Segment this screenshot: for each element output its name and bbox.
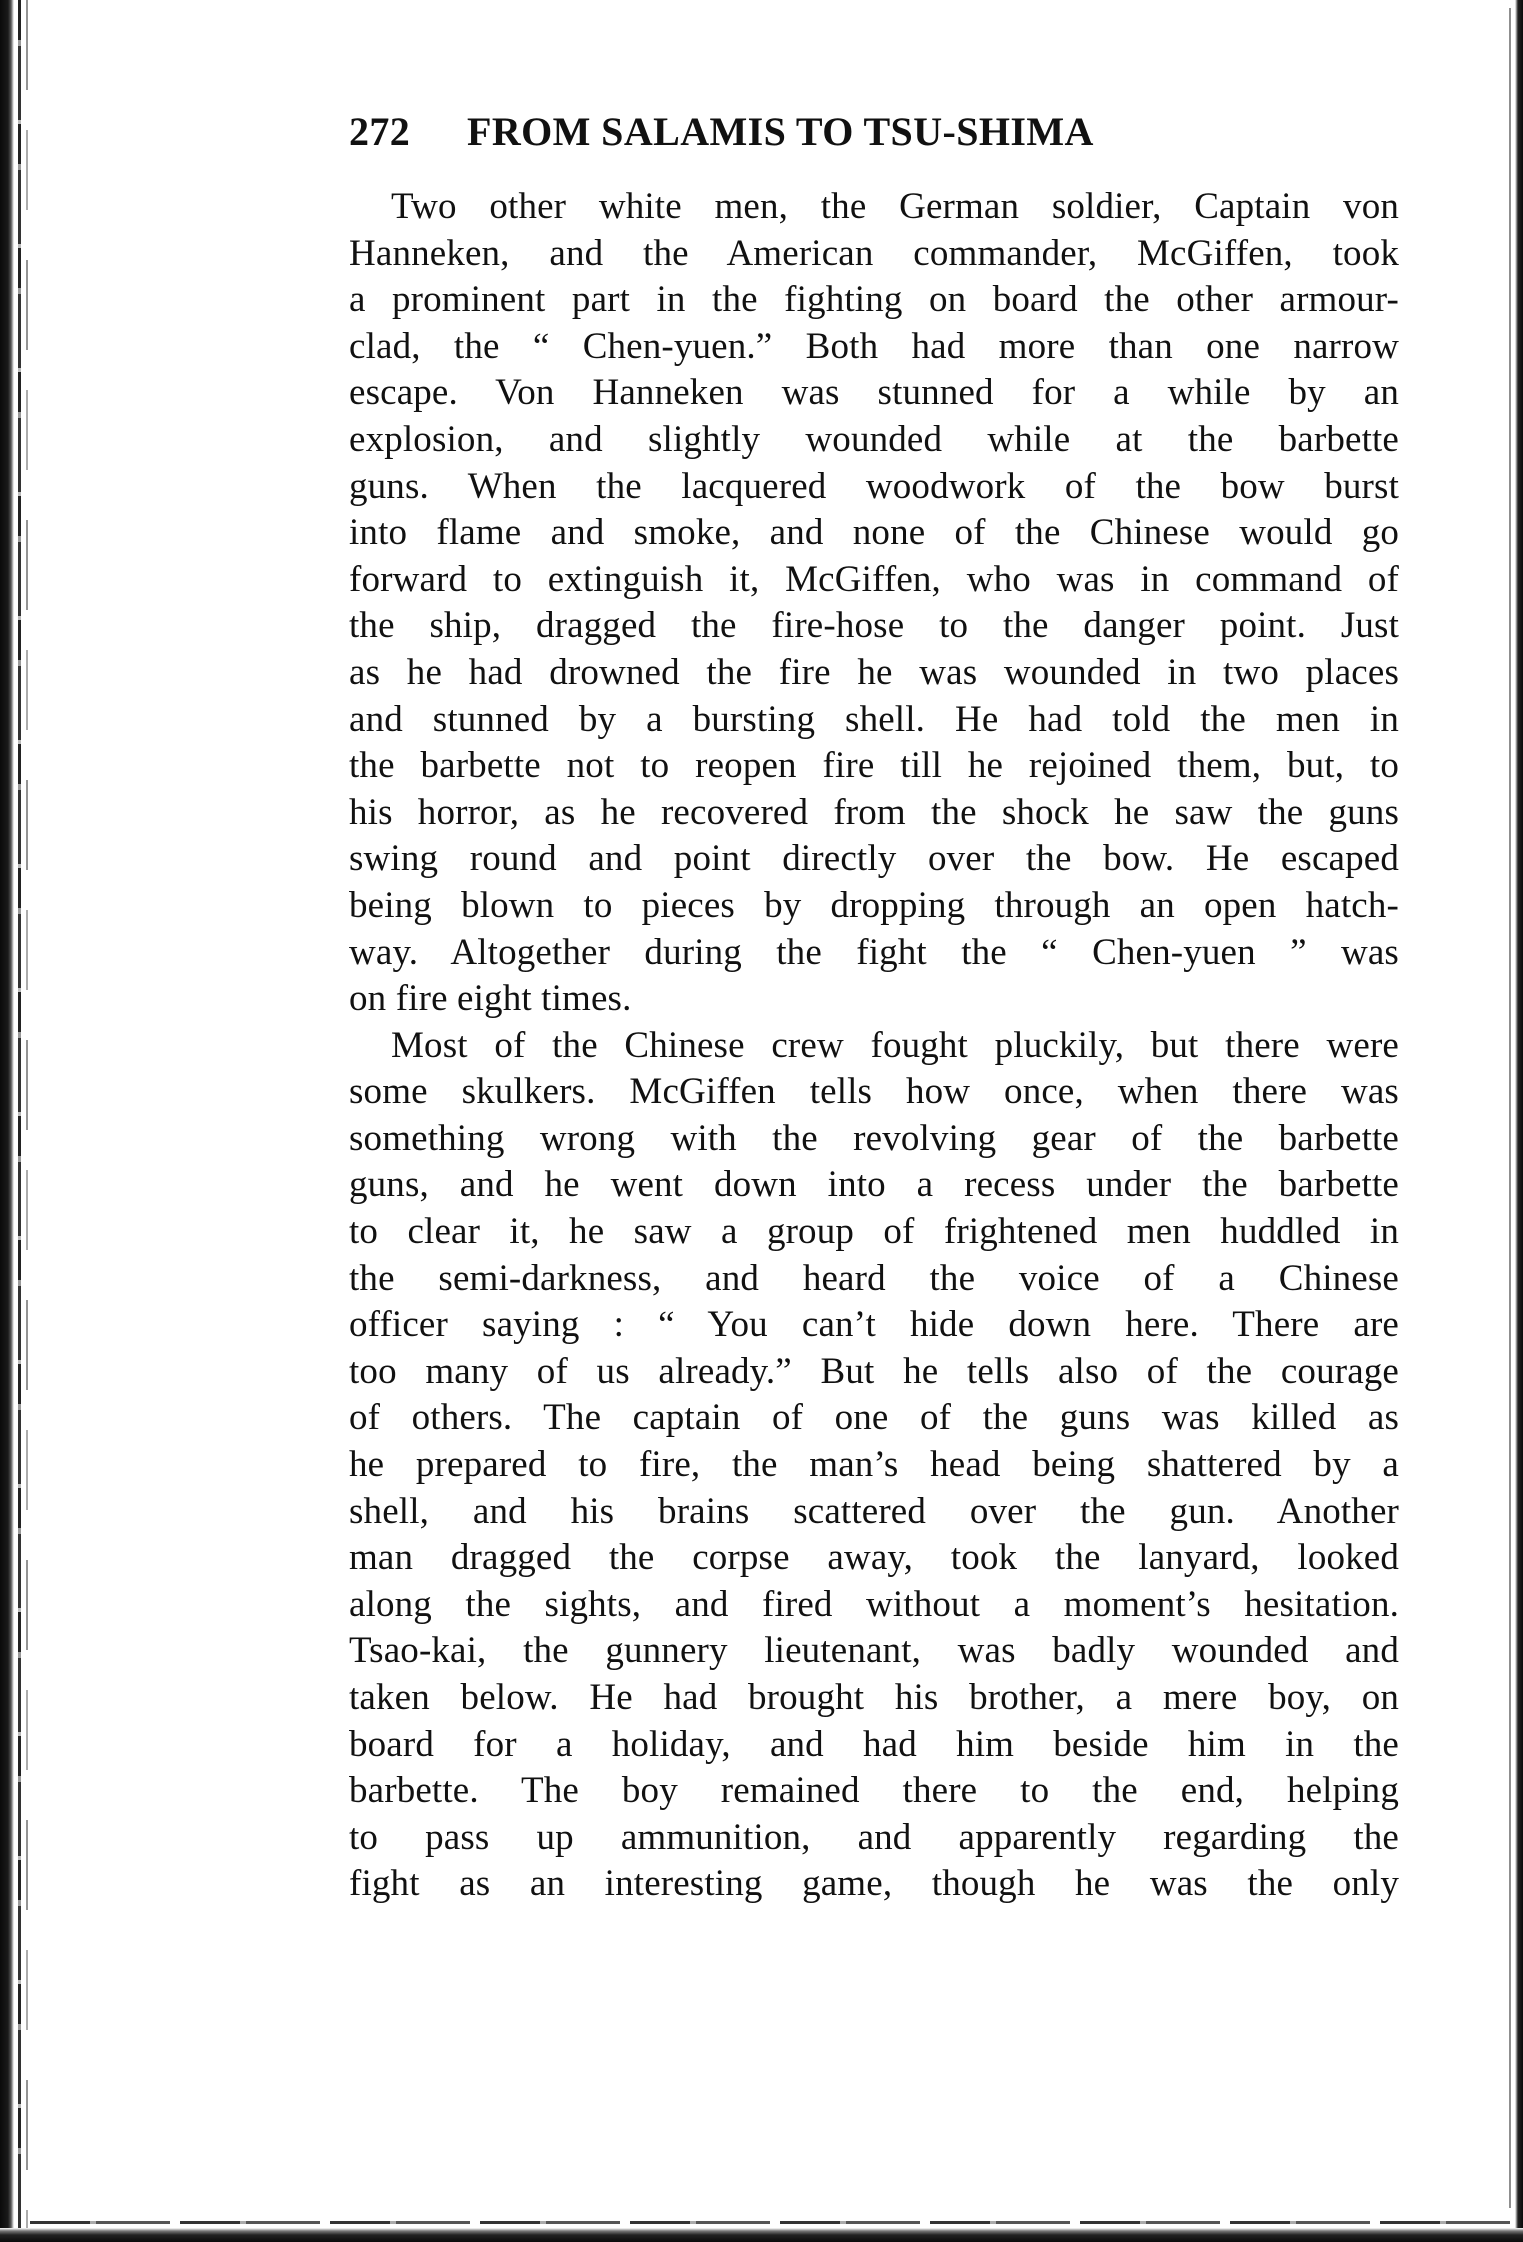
- scan-edge-right-line: [1509, 8, 1511, 2208]
- text-line: he prepared to fire, the man’s head being shattered by a: [349, 1444, 1399, 1486]
- text-line: escape. Von Hanneken was stunned for a while by an: [349, 372, 1399, 414]
- text-line: being blown to pieces by dropping through an open hatch-: [349, 884, 1399, 926]
- scan-edge-left: [0, 0, 14, 2242]
- text-line: guns, and he went down into a recess under the barbette: [349, 1164, 1399, 1206]
- scan-binding-shadow-secondary: [26, 0, 28, 2242]
- text-line: the ship, dragged the fire-hose to the danger point. Just: [349, 605, 1399, 647]
- text-line: the barbette not to reopen fire till he rejoined them, but, to: [349, 745, 1399, 787]
- text-line: officer saying : “ You can’t hide down here. There are: [349, 1304, 1399, 1346]
- text-line: on fire eight times.: [349, 978, 632, 1020]
- text-line: too many of us already.” But he tells also of the courage: [349, 1350, 1399, 1392]
- text-line: and stunned by a bursting shell. He had told the men in: [349, 698, 1399, 740]
- text-line: his horror, as he recovered from the shock he saw the guns: [349, 791, 1399, 833]
- paragraph-2: [349, 1023, 1399, 1908]
- text-line: shell, and his brains scattered over the gun. Another: [349, 1490, 1399, 1532]
- text-line: Tsao-kai, the gunnery lieutenant, was badly wounded and: [349, 1630, 1399, 1672]
- text-line: to clear it, he saw a group of frightened men huddled in: [349, 1211, 1399, 1253]
- text-line: Most of the Chinese crew fought pluckily, but there were: [391, 1024, 1399, 1066]
- text-line: along the sights, and fired without a moment’s hesitation.: [349, 1583, 1399, 1625]
- scan-binding-shadow: [18, 0, 21, 2242]
- text-line: forward to extinguish it, McGiffen, who was in command of: [349, 558, 1399, 600]
- text-line: board for a holiday, and had him beside him in the: [349, 1723, 1399, 1765]
- text-line: man dragged the corpse away, took the lanyard, looked: [349, 1537, 1399, 1579]
- text-line: as he had drowned the fire he was wounded in two places: [349, 651, 1399, 693]
- scan-edge-right: [1515, 0, 1523, 2242]
- body-text: [349, 184, 1399, 1908]
- text-line: something wrong with the revolving gear of the barbette: [349, 1117, 1399, 1159]
- paragraph-1: [349, 184, 1399, 1023]
- text-line: way. Altogether during the fight the “ Chen-yuen ” was: [349, 931, 1399, 973]
- scan-edge-bottom: [0, 2228, 1523, 2242]
- text-line: barbette. The boy remained there to the end, helping: [349, 1770, 1399, 1812]
- book-page: [349, 108, 1399, 1908]
- scan-edge-bottom-line: [30, 2221, 1510, 2224]
- text-line: fight as an interesting game, though he was the only: [349, 1863, 1399, 1905]
- running-head: [349, 108, 1399, 166]
- text-line: a prominent part in the fighting on board the other armour-: [349, 279, 1399, 321]
- text-line: Hanneken, and the American commander, McGiffen, took: [349, 232, 1399, 274]
- text-line: taken below. He had brought his brother, a mere boy, on: [349, 1677, 1399, 1718]
- text-line: Two other white men, the German soldier, Captain von: [391, 186, 1399, 227]
- text-line: explosion, and slightly wounded while at the barbette: [349, 418, 1399, 460]
- text-line: the semi-darkness, and heard the voice of a Chinese: [349, 1257, 1399, 1299]
- text-line: of others. The captain of one of the guns was killed as: [349, 1397, 1399, 1439]
- text-line: to pass up ammunition, and apparently regarding the: [349, 1816, 1399, 1858]
- text-line: into flame and smoke, and none of the Chinese would go: [349, 512, 1399, 554]
- page-number: 272: [349, 109, 411, 154]
- text-line: swing round and point directly over the bow. He escaped: [349, 838, 1399, 880]
- book-title: FROM SALAMIS TO TSU-SHIMA: [467, 109, 1094, 154]
- text-line: guns. When the lacquered woodwork of the bow burst: [349, 465, 1399, 507]
- text-line: some skulkers. McGiffen tells how once, when there was: [349, 1071, 1399, 1113]
- text-line: clad, the “ Chen-yuen.” Both had more than one narrow: [349, 325, 1399, 367]
